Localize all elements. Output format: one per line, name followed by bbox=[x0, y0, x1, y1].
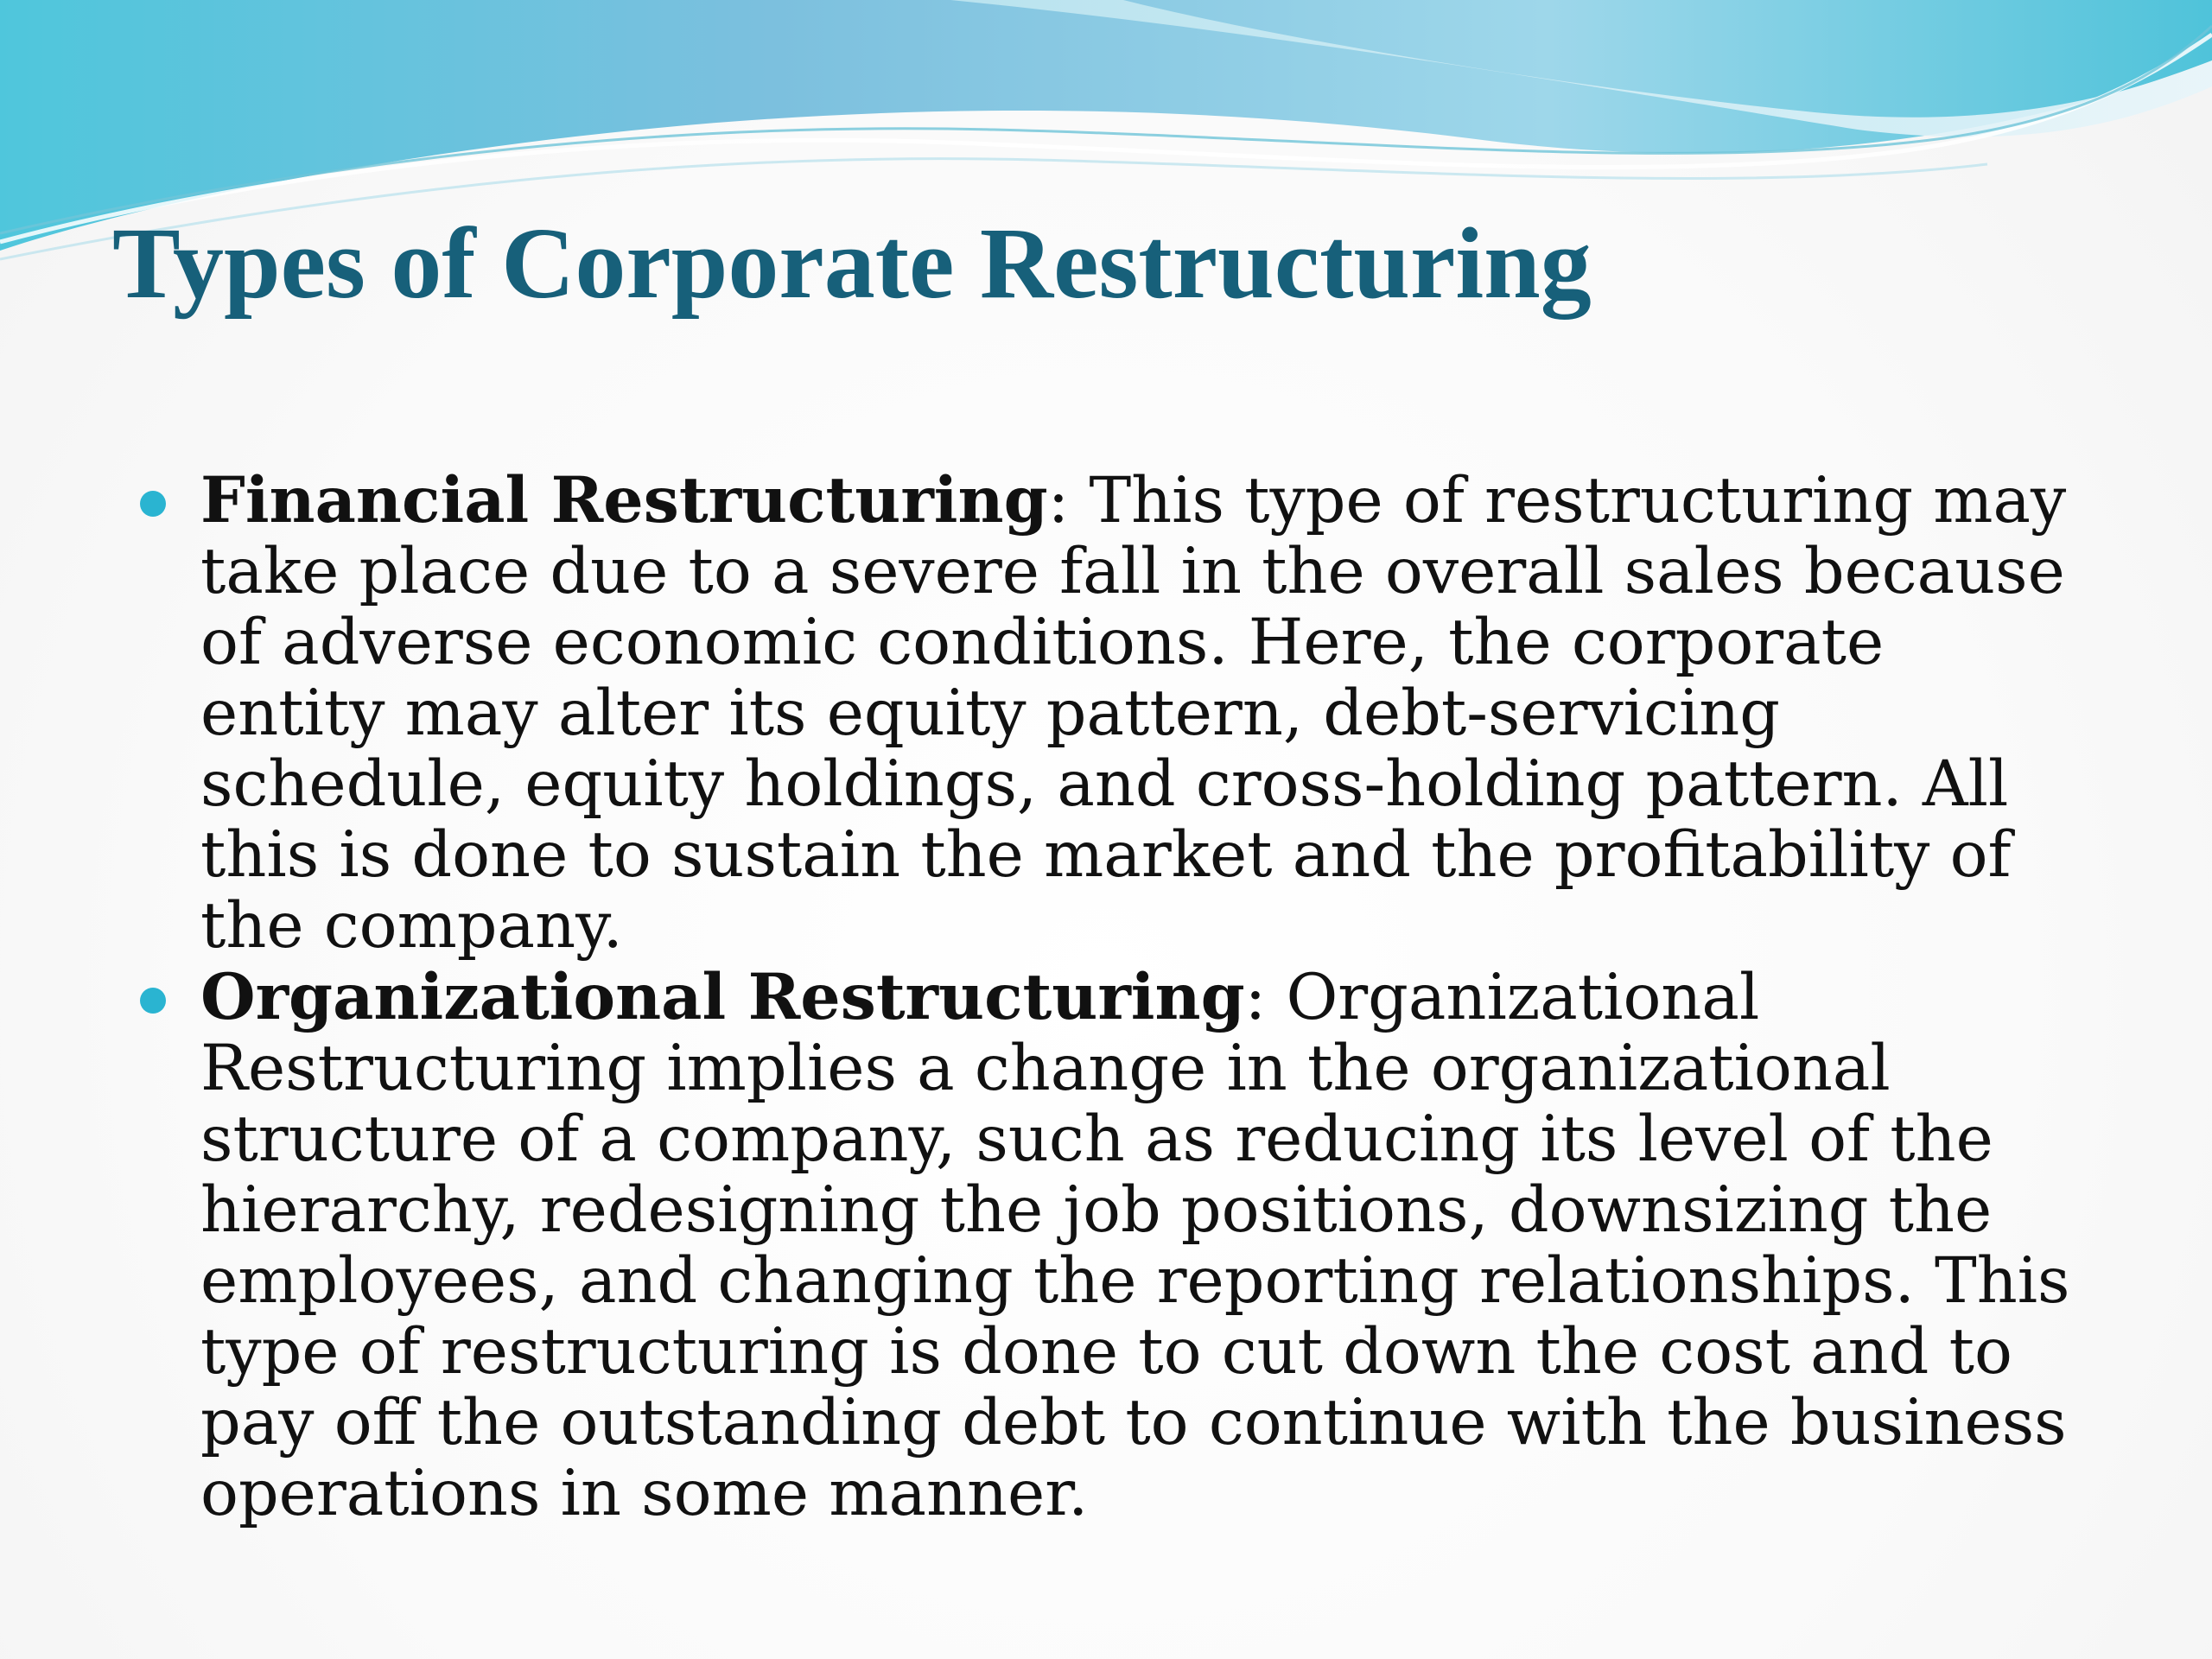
bullet-term: Financial Restructuring bbox=[200, 463, 1048, 537]
bullet-item-organizational-restructuring bbox=[138, 962, 2082, 1529]
bullet-list bbox=[138, 465, 2082, 1529]
bullet-text: : Organizational Restructuring implies a change in the organizational structure of a company, such as reducing its level of the hierarchy, redesigning the job positions, downsizing the employees, and changing the reporting relationships. This type of restructuring is done to cut down the cost and to pay off the outstanding debt to continue with the business operations in some manner. bbox=[200, 961, 2070, 1530]
bullet-dot-icon bbox=[140, 491, 166, 517]
bullet-dot-icon bbox=[140, 988, 166, 1014]
bullet-text: : This type of restructuring may take place due to a severe fall in the overall sales because of adverse economic conditions. Here, the corporate entity may alter its equity pattern, debt-servicing schedule, equity holdings, and cross-holding pattern. All this is done to sustain the market and the profitability of the company. bbox=[200, 464, 2067, 963]
bullet-term: Organizational Restructuring bbox=[200, 960, 1245, 1034]
slide-title: Types of Corporate Restructuring bbox=[112, 207, 1592, 320]
bullet-item-financial-restructuring bbox=[138, 465, 2082, 962]
